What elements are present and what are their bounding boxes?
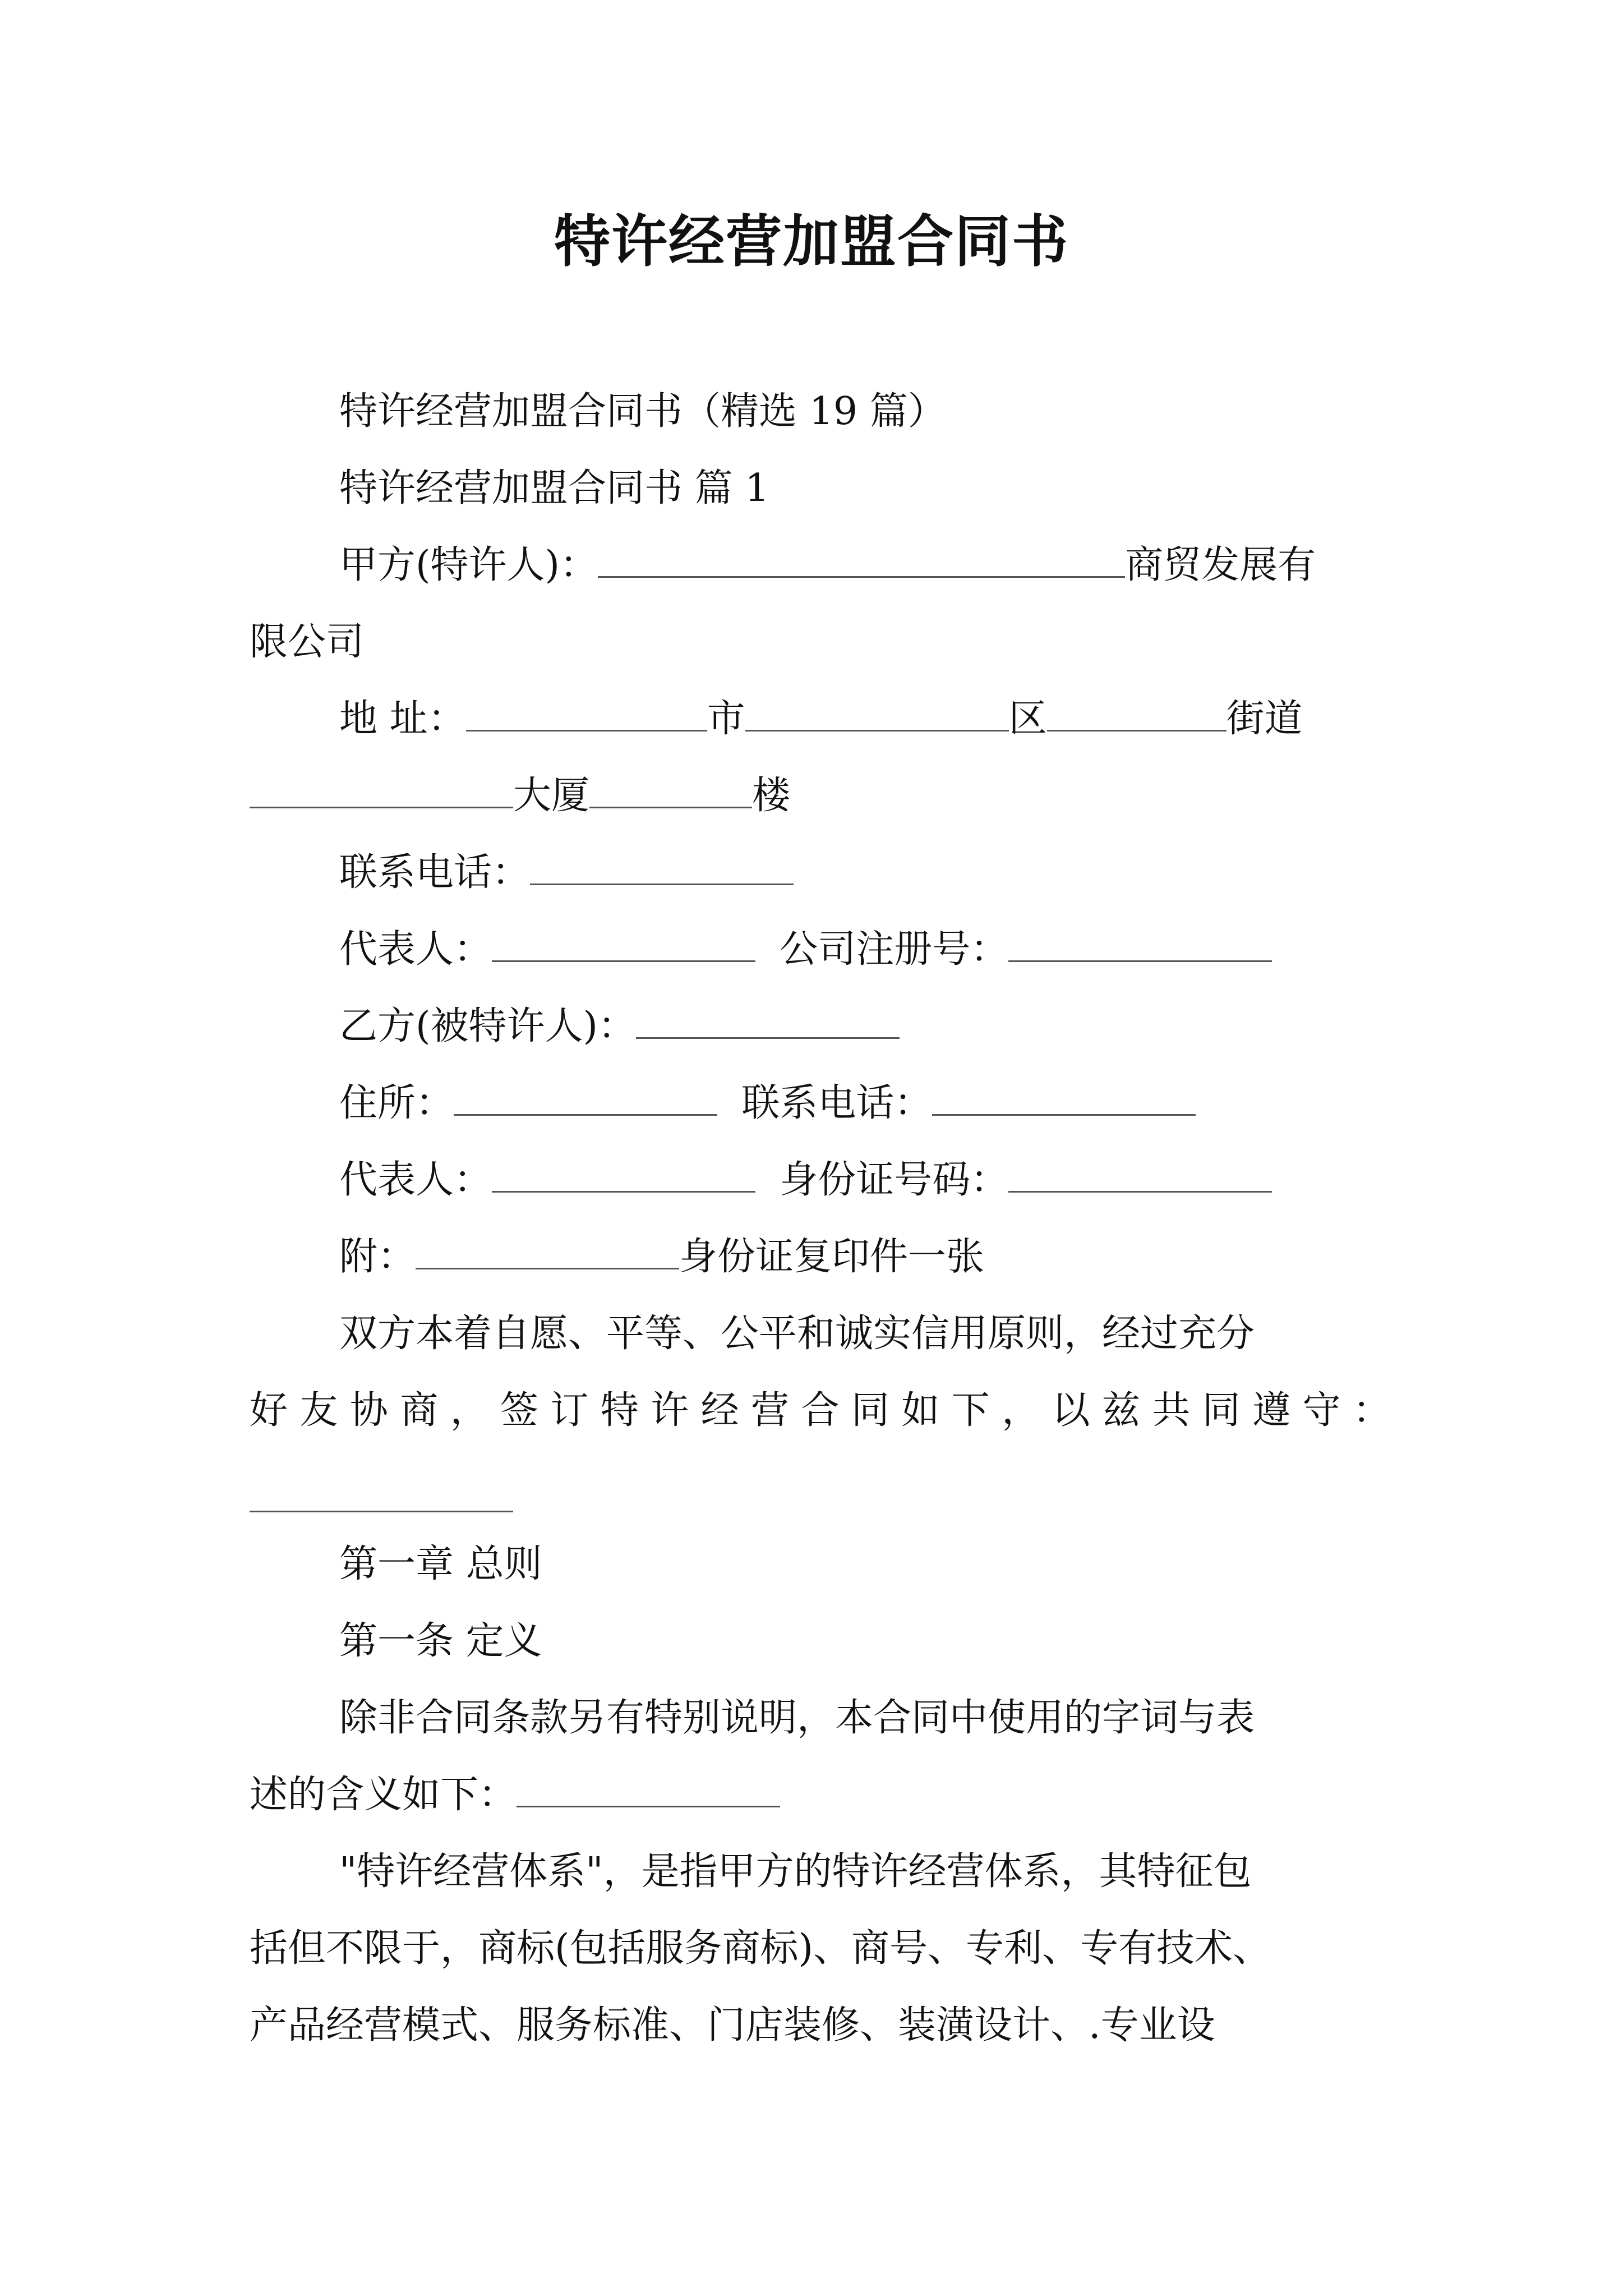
document-title: 特许经营加盟合同书 bbox=[554, 208, 1069, 274]
party-a-blank[interactable] bbox=[598, 542, 1125, 578]
party-a-suffix: 商贸发展有 bbox=[1125, 543, 1316, 587]
attachment-label: 附： bbox=[339, 1235, 416, 1279]
section-heading: 特许经营加盟合同书 篇 1 bbox=[339, 466, 769, 510]
address-floor-blank[interactable] bbox=[589, 773, 752, 808]
representative-blank[interactable] bbox=[492, 927, 755, 962]
system-line-2: 括但不限于，商标(包括服务商标)、商号、专利、专有技术、 bbox=[250, 1926, 1271, 1971]
address-floor: 楼 bbox=[752, 774, 791, 818]
phone-blank[interactable] bbox=[530, 850, 794, 885]
party-b-blank[interactable] bbox=[636, 1004, 900, 1039]
subtitle-line: 特许经营加盟合同书（精选 19 篇） bbox=[339, 389, 946, 434]
residence-line bbox=[250, 1065, 1391, 1142]
representative-label-2: 代表人： bbox=[339, 1158, 492, 1202]
residence-label: 住所： bbox=[339, 1081, 454, 1125]
address-line-2 bbox=[250, 757, 1391, 834]
attachment-suffix: 身份证复印件一张 bbox=[679, 1235, 985, 1279]
address-street-blank[interactable] bbox=[1047, 696, 1227, 731]
representative-line-2 bbox=[250, 1142, 1391, 1218]
representative-line bbox=[250, 911, 1391, 988]
address-city-blank[interactable] bbox=[466, 696, 707, 731]
phone-label-2: 联系电话： bbox=[741, 1081, 933, 1125]
intro-trailing-blank[interactable] bbox=[250, 1477, 513, 1512]
definition-line-2-text: 述的含义如下： bbox=[250, 1773, 517, 1817]
system-line-3: 产品经营模式、服务标准、门店装修、装潢设计、.专业设 bbox=[250, 2003, 1215, 2047]
party-b-label: 乙方(被特许人)： bbox=[339, 1004, 637, 1048]
document-body bbox=[250, 373, 1391, 2064]
company-reg-label: 公司注册号： bbox=[780, 927, 1009, 972]
party-a-continuation: 限公司 bbox=[250, 620, 365, 664]
definition-line-1: 除非合同条款另有特别说明，本合同中使用的字词与表 bbox=[339, 1696, 1255, 1740]
system-line-1: "特许经营体系"，是指甲方的特许经营体系，其特征包 bbox=[339, 1849, 1252, 1894]
article-heading: 第一条 定义 bbox=[339, 1619, 542, 1663]
address-building: 大厦 bbox=[513, 774, 590, 818]
address-street: 街道 bbox=[1226, 697, 1303, 741]
company-reg-blank[interactable] bbox=[1008, 927, 1272, 962]
address-district: 区 bbox=[1008, 697, 1047, 741]
party-a-label: 甲方(特许人)： bbox=[339, 543, 598, 587]
representative-label: 代表人： bbox=[339, 927, 492, 972]
residence-blank[interactable] bbox=[454, 1080, 717, 1116]
phone-line bbox=[250, 834, 1391, 911]
attachment-blank[interactable] bbox=[416, 1234, 679, 1269]
id-number-blank[interactable] bbox=[1008, 1157, 1272, 1193]
address-line bbox=[250, 680, 1391, 757]
party-a-line bbox=[250, 527, 1391, 604]
address-label: 地 址： bbox=[339, 697, 466, 741]
intro-line-2: 好友协商，签订特许经营合同如下，以兹共同遵守： bbox=[250, 1388, 1391, 1433]
address-building-blank[interactable] bbox=[250, 773, 513, 808]
phone-label: 联系电话： bbox=[339, 850, 531, 895]
definition-line-2 bbox=[250, 1756, 1391, 1833]
phone-blank-2[interactable] bbox=[932, 1080, 1196, 1116]
attachment-line bbox=[250, 1218, 1391, 1295]
definition-blank[interactable] bbox=[517, 1772, 780, 1807]
address-district-blank[interactable] bbox=[745, 696, 1009, 731]
intro-line-1: 双方本着自愿、平等、公平和诚实信用原则，经过充分 bbox=[339, 1312, 1255, 1356]
chapter-heading: 第一章 总则 bbox=[339, 1542, 542, 1586]
party-b-line bbox=[250, 988, 1391, 1065]
intro-trailing-blank-row bbox=[250, 1449, 1391, 1526]
id-number-label: 身份证号码： bbox=[780, 1158, 1009, 1202]
address-city: 市 bbox=[707, 697, 745, 741]
representative-blank-2[interactable] bbox=[492, 1157, 755, 1193]
